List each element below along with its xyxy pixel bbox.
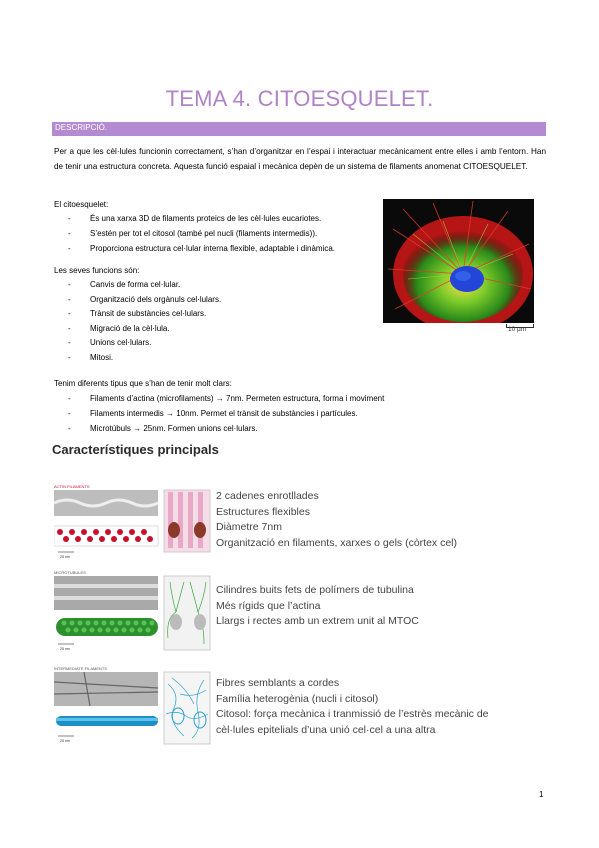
feature-line: Cilindres buits fets de polímers de tubulina [216,584,414,596]
scale-label: 10 μm [508,326,527,333]
section-band [52,122,546,136]
list-item: - Proporciona estructura cel·lular interna flexible, adaptable i dinàmica. [54,241,335,256]
microtubules-tag: MICROTUBULES [54,570,86,575]
functions-heading: Les seves funcions són: [54,266,140,275]
list-item: - Mitosi. [54,351,221,366]
cytoskeleton-micrograph [383,199,534,323]
feature-line: Citosol: força mecànica i tranmissió de l’estrès mecànic de cèl·lules epitelials d’una unió cel·cel a una altra [216,708,489,736]
intermediate-filaments-scale: 25 nm [60,739,70,743]
actin-tag: ACTIN FILAMENTS [54,484,90,489]
cytoskeleton-heading: El citoesquelet: [54,200,109,209]
functions-list [54,278,221,366]
page-title: TEMA 4. CITOESQUELET. [165,86,434,111]
page-number: 1 [539,790,544,799]
feature-line: Família heterogènia (nucli i citosol) [216,692,379,705]
list-item: - Organització dels orgànuls cel·lulars. [54,293,221,308]
actin-features [216,489,457,551]
types-list [54,391,384,436]
list-item: - Unions cel·lulars. [54,336,221,351]
microtubules-features [216,583,419,630]
types-heading: Tenim diferents tipus que s’han de tenir molt clars: [54,379,232,388]
section-band-label: DESCRIPCIÓ. [55,123,108,132]
list-item: - Filaments intermedis → 10nm. Permet el trànsit de substàncies i partícules. [54,406,384,421]
feature-line: Més rígids que l’actina [216,599,321,612]
intermediate-filaments-tag: INTERMEDIATE FILAMENTS [54,666,108,671]
intermediate-filaments-features [216,676,516,738]
feature-line: Estructures flexibles [216,505,310,518]
feature-line: Llargs i rectes amb un extrem unit al MTOC [216,615,419,627]
intro-paragraph: Per a que les cèl·lules funcionin correctament, s’han d’organitzar en l’espai i interactuar mecànicament entre elles i amb l’entorn. Han de tenir una estructura concreta. Aquesta funció espaial i mecànica depèn de un sistema de filaments anomenat CITOESQUELET. [54,147,546,172]
intermediate-filaments-figure [54,664,214,755]
feature-line: Fibres semblants a cordes [216,677,340,689]
actin-scale: 25 nm [60,555,70,559]
list-item: - Trànsit de substàncies cel·lulars. [54,307,221,322]
feature-line: Organització en filaments, xarxes o gels (còrtex cel) [216,536,458,549]
list-item: - Filaments d’actina (microfilaments) → 7nm. Permeten estructura, forma i moviment [54,391,384,406]
list-item: - Migració de la cèl·lula. [54,322,221,337]
list-item: - És una xarxa 3D de filaments proteics de les cèl·lules eucariotes. [54,211,335,226]
actin-figure [54,482,214,565]
characteristics-heading: Característiques principals [52,442,219,457]
microtubules-figure [54,568,214,663]
list-item: - S’estén per tot el citosol (també pel nucli (filaments intermedis)). [54,226,335,241]
list-item: - Microtúbuls → 25nm. Formen unions cel·lulars. [54,421,384,436]
cytoskeleton-list [54,211,335,256]
list-item: - Canvis de forma cel·lular. [54,278,221,293]
microtubules-scale: 25 nm [60,647,70,651]
feature-line: 2 cadenes enrotllades [216,490,319,502]
feature-line: Diàmetre 7nm [216,521,282,533]
